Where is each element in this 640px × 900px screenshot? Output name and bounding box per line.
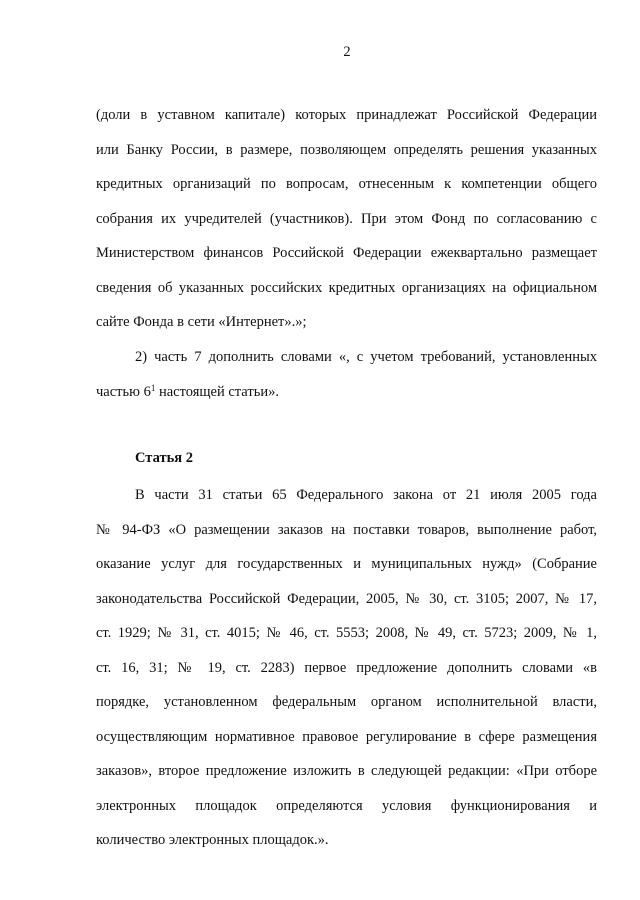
text-segment: частью 6 — [96, 383, 151, 400]
text-line — [96, 375, 597, 410]
text-line: оказание услуг для государственных и муниципальных нужд» (Собрание — [96, 556, 597, 572]
text-line: электронных площадок определяются условия функционирования и — [96, 797, 597, 814]
text-line: осуществляющим нормативное правовое регулирование в сфере размещения — [96, 728, 597, 745]
text-line: сайте Фонда в сети «Интернет».»; — [96, 314, 307, 330]
text-line: или Банку России, в размере, позволяющем определять решения указанных — [96, 141, 597, 158]
text-line: (доли в уставном капитале) которых принадлежат Российской Федерации — [96, 107, 597, 123]
text-line: кредитных организаций по вопросам, отнесенным к компетенции общего — [96, 176, 597, 192]
text-line: ст. 16, 31; № 19, ст. 2283) первое предложение дополнить словами «в — [96, 659, 597, 676]
text-line: № 94-ФЗ «О размещении заказов на поставки товаров, выполнение работ, — [96, 521, 597, 538]
text-line: порядке, установленном федеральным органом исполнительной власти, — [96, 694, 597, 710]
text-line: сведения об указанных российских кредитных организациях на официальном — [96, 279, 597, 296]
text-line: 2) часть 7 дополнить словами «, с учетом требований, установленных — [135, 349, 597, 365]
paragraph-article-2 — [96, 478, 597, 858]
text-line: В части 31 статьи 65 Федерального закона от 21 июля 2005 года — [135, 487, 597, 503]
paragraph-continuation — [96, 98, 597, 340]
text-line: ст. 1929; № 31, ст. 4015; № 46, ст. 5553; 2008, № 49, ст. 5723; 2009, № 1, — [96, 625, 597, 641]
text-line: законодательства Российской Федерации, 2005, № 30, ст. 3105; 2007, № 17, — [96, 590, 597, 607]
text-line: Министерством финансов Российской Федерации ежеквартально размещает — [96, 245, 597, 261]
superscript: 1 — [150, 382, 156, 393]
text-segment: настоящей статьи». — [155, 383, 279, 400]
text-line: собрания их учредителей (участников). При этом Фонд по согласованию с — [96, 210, 597, 227]
article-heading: Статья 2 — [135, 450, 193, 466]
text-line: количество электронных площадок.». — [96, 832, 329, 848]
page-number: 2 — [343, 44, 351, 60]
text-line: заказов», второе предложение изложить в следующей редакции: «При отборе — [96, 763, 597, 779]
paragraph-item-2 — [96, 340, 597, 409]
